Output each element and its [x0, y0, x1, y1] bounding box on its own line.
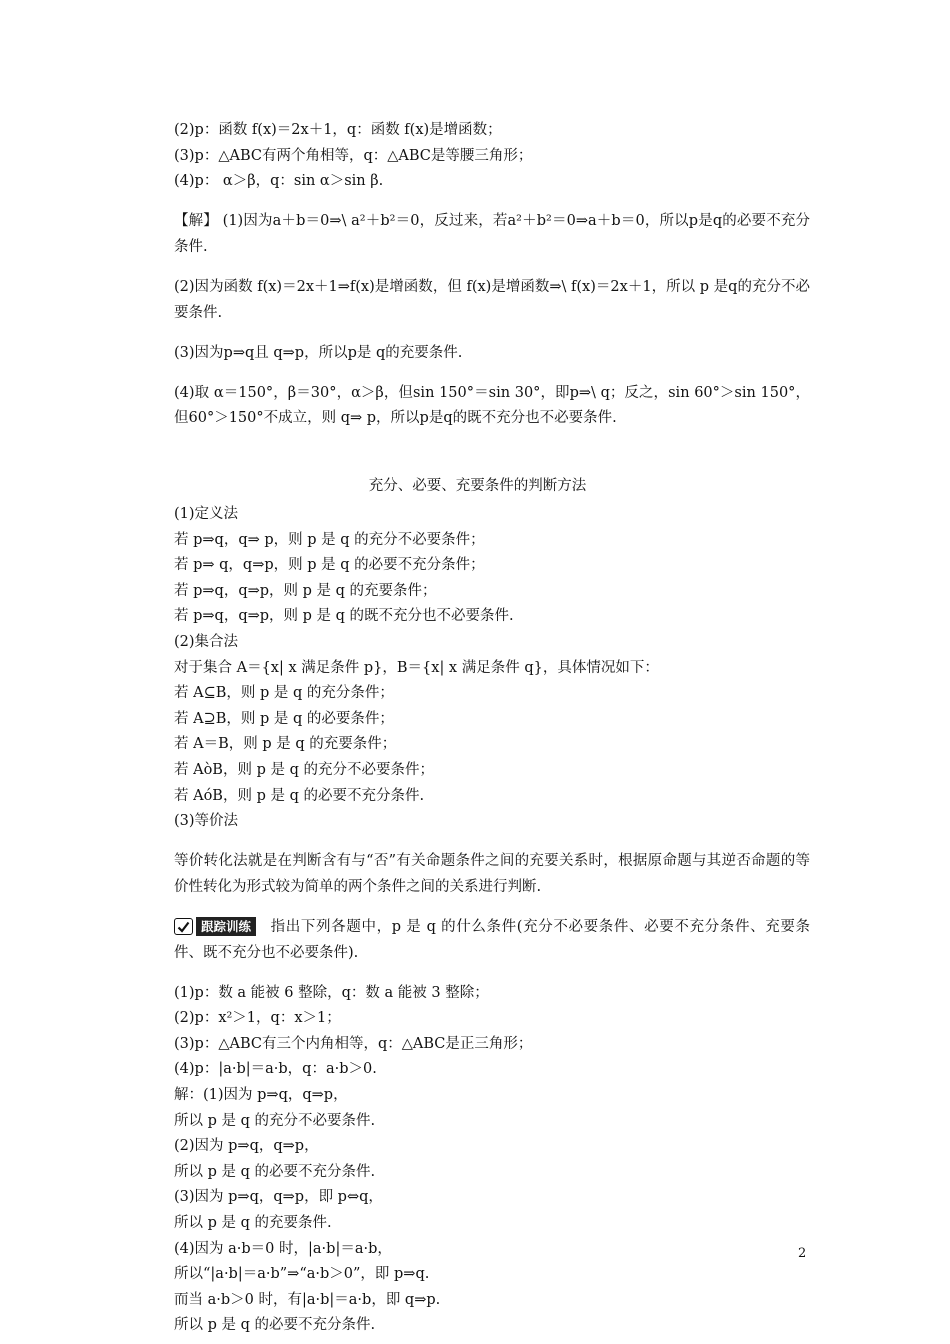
solution-paragraph: (4)取 α＝150°，β＝30°，α＞β，但sin 150°＝sin 30°，即p⇒\ q；反之，sin 60°＞sin 150°，但60°＞150°不成立，则 q⇒ p，所以p是q的既不充分也不必要条件.: [174, 384, 810, 427]
method-line: (3)等价法: [174, 813, 239, 830]
exercise-line: (2)因为 p⇒q，q⇒p，: [174, 1138, 319, 1155]
section-title: 充分、必要、充要条件的判断方法: [368, 478, 587, 495]
exercise-line: (4)p：|a·b|＝a·b，q：a·b＞0.: [174, 1061, 377, 1078]
exercise-line: 所以 p 是 q 的充要条件.: [174, 1214, 332, 1231]
solution-paragraph: 【解】 (1)因为a＋b＝0⇒\ a²＋b²＝0，反过来，若a²＋b²＝0⇒a＋b＝0，所以p是q的必要不充分条件.: [174, 213, 810, 255]
equivalence-paragraph: 等价转化法就是在判断含有与“否”有关命题条件之间的充要关系时，根据原命题与其逆否命题的等价性转化为形式较为简单的两个条件之间的关系进行判断.: [174, 853, 810, 895]
solution-paragraph: (2)因为函数 f(x)＝2x＋1⇒f(x)是增函数，但 f(x)是增函数⇒\ f(x)＝2x＋1，所以 p 是q的充分不必要条件.: [174, 278, 810, 321]
method-line: 若 p⇒q，q⇒p，则 p 是 q 的充要条件；: [174, 582, 437, 599]
method-line: 若 p⇒ q，q⇒p，则 p 是 q 的必要不充分条件；: [174, 557, 485, 574]
exercise-intro: [145, 915, 810, 966]
method-line: (2)集合法: [174, 634, 239, 650]
exercise-line: (1)p：数 a 能被 6 整除，q：数 a 能被 3 整除；: [174, 984, 489, 1001]
exercise-line: (3)p：△ABC有三个内角相等，q：△ABC是正三角形；: [174, 1035, 533, 1052]
method-block: [145, 502, 810, 835]
exercise-line: 所以 p 是 q 的必要不充分条件.: [174, 1163, 376, 1180]
method-line: 若 AóB，则 p 是 q 的必要不充分条件.: [174, 787, 425, 804]
method-line: 若 A⊆B，则 p 是 q 的充分条件；: [174, 685, 394, 702]
exercise-line: 所以 p 是 q 的充分不必要条件.: [174, 1112, 376, 1129]
method-line: 若 A⊇B，则 p 是 q 的必要条件；: [174, 710, 394, 727]
problem-line: (3)p：△ABC有两个角相等，q：△ABC是等腰三角形；: [174, 147, 533, 164]
exercise-line: (2)p：x²＞1，q：x＞1；: [174, 1010, 341, 1027]
exercise-block: [145, 981, 810, 1339]
problem-line: (4)p： α＞β，q：sin α＞sin β.: [174, 173, 384, 190]
exercise-badge-label: 跟踪训练: [196, 917, 256, 936]
exercise-line: 所以 p 是 q 的必要不充分条件.: [174, 1317, 376, 1334]
problem-lines: [145, 118, 810, 195]
method-line: 对于集合 A＝{x| x 满足条件 p}，B＝{x| x 满足条件 q}，具体情况如下：: [174, 659, 659, 676]
checkmark-icon: [174, 918, 193, 935]
method-line: 若 A＝B，则 p 是 q 的充要条件；: [174, 736, 397, 753]
exercise-line: (3)因为 p⇒q，q⇒p，即 p⇔q，: [174, 1189, 383, 1206]
method-line: 若 AòB，则 p 是 q 的充分不必要条件；: [174, 761, 434, 778]
exercise-line: 解：(1)因为 p⇒q，q⇒p，: [174, 1087, 348, 1103]
exercise-line: 所以“|a·b|＝a·b”⇒“a·b＞0”，即 p⇒q.: [174, 1266, 430, 1283]
exercise-text: 指出下列各题中，p 是 q 的什么条件(充分不必要条件、必要不充分条件、充要条件、既不充分也不必要条件).: [174, 918, 810, 961]
method-line: 若 p⇒q，q⇒p，则 p 是 q 的既不充分也不必要条件.: [174, 608, 514, 625]
document-body: [145, 118, 810, 1339]
exercise-line: (4)因为 a·b＝0 时，|a·b|＝a·b，: [174, 1240, 392, 1257]
problem-line: (2)p：函数 f(x)＝2x＋1，q：函数 f(x)是增函数；: [174, 122, 502, 138]
exercise-line: 而当 a·b＞0 时，有|a·b|＝a·b，即 q⇒p.: [174, 1291, 441, 1308]
page-number: 2: [798, 1246, 807, 1261]
solution-paragraph: (3)因为p⇒q且 q⇒p，所以p是 q的充要条件.: [174, 344, 463, 361]
method-line: 若 p⇒q，q⇒ p，则 p 是 q 的充分不必要条件；: [174, 531, 485, 548]
solution-block: [145, 209, 810, 432]
method-line: (1)定义法: [174, 506, 239, 523]
exercise-badge: [174, 917, 256, 936]
